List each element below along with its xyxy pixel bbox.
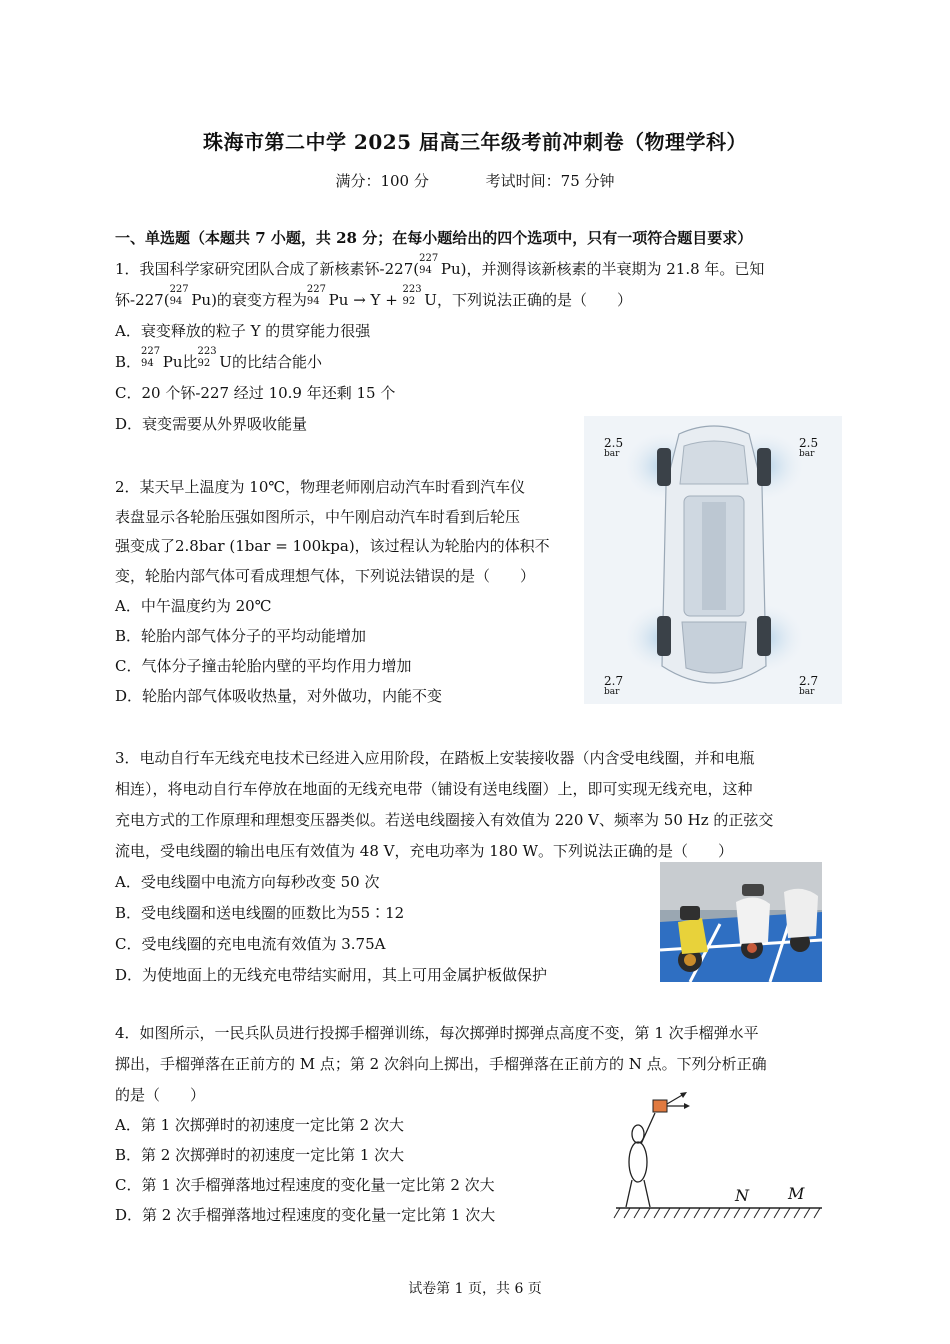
tire-front-right: 2.5 bar: [799, 436, 819, 459]
full-score: 满分：100 分: [335, 172, 429, 190]
label-n: N: [735, 1186, 749, 1205]
q2-stem-line4: 变，轮胎内部气体可看成理想气体，下列说法错误的是（ ）: [115, 567, 536, 585]
q3-stem-line4: 流电，受电线圈的输出电压有效值为 48 V，充电功率为 180 W。下列说法正确的是（ ）: [115, 842, 734, 860]
q3-option-c: C．受电线圈的充电电流有效值为 3.75A: [115, 935, 386, 953]
q3-option-d: D．为使地面上的无线充电带结实耐用，其上可用金属护板做保护: [115, 966, 548, 984]
q1-stem-line1: 1．我国科学家研究团队合成了新核素钚-227( 227 94 Pu)，并测得该新核素的半衰期为 21.8 年。已知: [115, 252, 765, 278]
q2-stem-line1: 2．某天早上温度为 10℃，物理老师刚启动汽车时看到汽车仪: [115, 478, 526, 496]
ebike-charging-photo: [660, 862, 822, 982]
q3-stem-line1: 3．电动自行车无线充电技术已经进入应用阶段，在踏板上安装接收器（内含受电线圈，并和电瓶: [115, 749, 755, 767]
page-footer: 试卷第 1 页，共 6 页: [408, 1281, 542, 1297]
q3-option-b: B．受电线圈和送电线圈的匝数比为55∶12: [115, 904, 405, 922]
label-m: M: [788, 1184, 805, 1203]
exam-info: [0, 170, 950, 191]
grenade-throw-figure: [610, 1088, 825, 1223]
q3-stem-line2: 相连），将电动自行车停放在地面的无线充电带（铺设有送电线圈）上，即可实现无线充电，这种: [115, 780, 753, 798]
q1-option-c: C．20 个钚-227 经过 10.9 年还剩 15 个: [115, 384, 396, 402]
q4-option-d: D．第 2 次手榴弹落地过程速度的变化量一定比第 1 次大: [115, 1206, 496, 1224]
tire-rear-right: 2.7 bar: [799, 674, 819, 697]
exam-time: 考试时间：75 分钟: [485, 172, 615, 190]
q2-option-c: C．气体分子撞击轮胎内壁的平均作用力增加: [115, 657, 412, 675]
q4-stem-line3: 的是（ ）: [115, 1086, 206, 1104]
q4-stem-line2: 掷出，手榴弹落在正前方的 M 点；第 2 次斜向上掷出，手榴弹落在正前方的 N 点。下列分析正确: [115, 1055, 767, 1073]
q2-stem-line2: 表盘显示各轮胎压强如图所示，中午刚启动汽车时看到后轮压: [115, 508, 521, 526]
q3-stem-line3: 充电方式的工作原理和理想变压器类似。若送电线圈接入有效值为 220 V、频率为 50 Hz 的正弦交: [115, 811, 774, 829]
q3-option-a: A．受电线圈中电流方向每秒改变 50 次: [115, 873, 380, 891]
ebike-photo-illustration: [660, 862, 822, 982]
q2-option-b: B．轮胎内部气体分子的平均动能增加: [115, 627, 367, 645]
q4-option-a: A．第 1 次掷弹时的初速度一定比第 2 次大: [115, 1116, 404, 1134]
q4-stem-line1: 4．如图所示，一民兵队员进行投掷手榴弹训练，每次掷弹时掷弹点高度不变，第 1 次手榴弹水平: [115, 1024, 759, 1042]
q2-option-a: A．中午温度约为 20℃: [115, 597, 272, 615]
q4-option-b: B．第 2 次掷弹时的初速度一定比第 1 次大: [115, 1146, 405, 1164]
q1-option-b: B． 227 94 Pu比 223 92 U的比结合能小: [115, 345, 322, 371]
car-tire-figure: [584, 416, 842, 704]
q1-option-a: A．衰变释放的粒子 Y 的贯穿能力很强: [115, 322, 371, 340]
q1-stem-line2: 钚-227( 227 94 Pu)的衰变方程为 227 94 Pu → Y + 223 92 U，下列说法正确的是（ ）: [115, 283, 632, 309]
q2-stem-line3: 强变成了2.8bar (1bar = 100kpa)，该过程认为轮胎内的体积不: [115, 537, 550, 555]
page-title: 珠海市第二中学 2025 届高三年级考前冲刺卷（物理学科）: [202, 130, 748, 154]
tire-rear-left: 2.7 bar: [604, 674, 624, 697]
tire-front-left: 2.5 bar: [604, 436, 624, 459]
q2-option-d: D．轮胎内部气体吸收热量，对外做功，内能不变: [115, 687, 443, 705]
section-heading: 一、单选题（本题共 7 小题，共 28 分；在每小题给出的四个选项中，只有一项符合题目要求）: [115, 229, 753, 247]
q1-option-d: D．衰变需要从外界吸收能量: [115, 415, 308, 433]
q4-option-c: C．第 1 次手榴弹落地过程速度的变化量一定比第 2 次大: [115, 1176, 495, 1194]
